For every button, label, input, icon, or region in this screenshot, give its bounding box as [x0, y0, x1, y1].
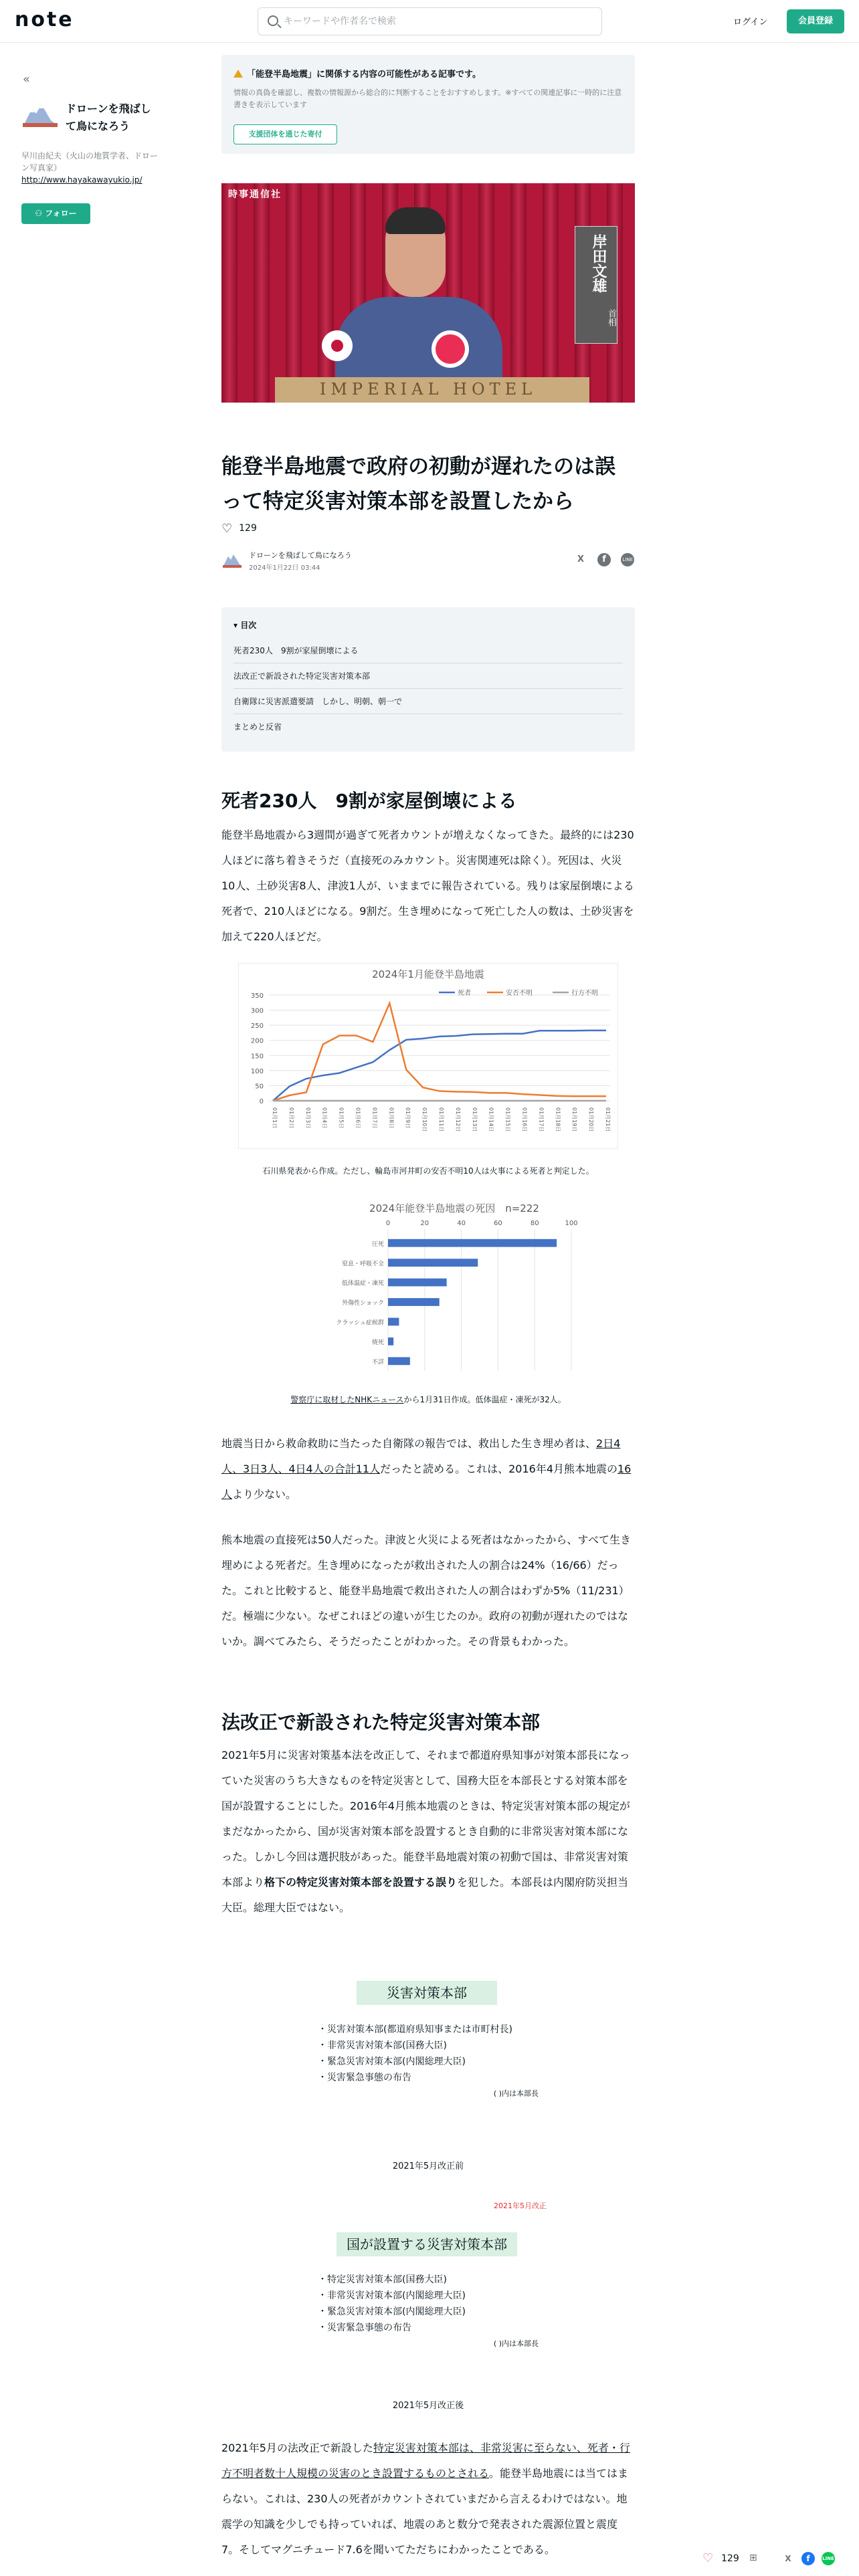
note-logo[interactable]: note — [15, 8, 74, 31]
x-tick-label: 01月11日 — [438, 1107, 444, 1132]
article-title: 能登半島地震で政府の初動が遅れたのは誤って特定災害対策本部を設置したから — [221, 455, 615, 514]
line-share-icon[interactable]: LINE — [822, 2552, 835, 2565]
caption-name: 岸田文雄 — [590, 234, 607, 293]
hero-image — [221, 183, 635, 403]
category-label: 外傷性ショック — [342, 1300, 384, 1307]
paragraph — [221, 1431, 635, 1507]
x-tick-label: 01月17日 — [538, 1107, 545, 1132]
category-label: 低体温症・凍死 — [341, 1280, 384, 1287]
bar — [388, 1298, 440, 1306]
x-tick-label: 01月5日 — [338, 1107, 345, 1129]
law-link[interactable]: 特定災害対策本部は、非常災害に至らない、死者・行方不明者数十人規模の災害のとき設置するものとされる — [221, 2442, 630, 2480]
x-tick-label: 100 — [565, 1220, 578, 1227]
creator-avatar[interactable] — [21, 100, 59, 130]
like-row[interactable] — [221, 522, 257, 536]
chart-frame — [324, 1197, 585, 1378]
notice-title-text: 「能登半島地震」に関係する内容の可能性がある記事です。 — [247, 70, 481, 80]
text-span: を犯した。本部長は内閣府防災担当大臣。総理大臣ではない。 — [221, 1876, 629, 1914]
table-of-contents — [221, 607, 635, 752]
line-share-icon[interactable]: LINE — [621, 553, 634, 566]
search-input[interactable] — [284, 8, 591, 35]
diagram-item: ・災害緊急事態の布告 — [318, 2323, 411, 2333]
diagram-item: ・災害対策本部(都道府県知事または市町村長) — [318, 2024, 512, 2035]
publish-date: 2024年1月22日 03:44 — [249, 564, 320, 572]
category-label: 不詳 — [371, 1359, 384, 1366]
paragraph — [221, 1743, 635, 1921]
chart-title: 2024年1月能登半島地震 — [372, 968, 484, 980]
diagram-item: ・災害緊急事態の布告 — [318, 2072, 411, 2083]
toc-item[interactable]: 自衛隊に災害派遣要請 しかし、明朝、朝一で — [233, 695, 623, 714]
x-tick-label: 01月14日 — [488, 1107, 494, 1132]
follow-button[interactable] — [21, 203, 90, 224]
share-icons — [567, 552, 634, 566]
x-tick-label: 01月10日 — [421, 1107, 428, 1132]
bar — [388, 1318, 399, 1326]
x-tick-label: 01月12日 — [454, 1107, 461, 1132]
toc-heading-text: 目次 — [240, 621, 257, 630]
collapse-sidebar-icon[interactable]: « — [23, 72, 31, 86]
sdf-report-link[interactable]: 2日4人、3日3人、4日4人の合計11人 — [221, 1437, 621, 1475]
search-icon — [268, 15, 278, 26]
x-tick-label: 01月7日 — [371, 1107, 378, 1129]
creator-website-link[interactable]: http://www.hayakawayukio.jp/ — [21, 175, 142, 185]
nhk-news-link[interactable]: 警察庁に取材したNHKニュース — [290, 1395, 404, 1404]
diagram-title: 災害対策本部 — [357, 1981, 497, 2005]
category-label: 窒息・呼吸不全 — [341, 1261, 384, 1268]
diagram-item: ・非常災害対策本部(国務大臣) — [318, 2040, 447, 2051]
diagram-item: ・特定災害対策本部(国務大臣) — [318, 2274, 447, 2285]
x-tick-label: 80 — [530, 1220, 539, 1227]
x-tick-label: 01月16日 — [521, 1107, 528, 1132]
y-tick-label: 150 — [250, 1053, 264, 1061]
chart-caption: 石川県発表から作成。ただし、輪島市河井町の安否不明10人は火事による死者と判定した。 — [262, 1166, 594, 1176]
diagram-item: ・緊急災害対策本部(内閣総理大臣) — [318, 2306, 466, 2317]
bold-text: 格下の特定災害対策本部を設置する誤り — [264, 1876, 458, 1889]
y-tick-label: 100 — [250, 1067, 264, 1075]
toc-heading[interactable] — [233, 619, 256, 631]
creator-name[interactable]: ドローンを飛ばして鳥になろう — [66, 102, 151, 132]
diagram-title: 国が設置する災害対策本部 — [337, 2232, 517, 2256]
x-tick-label: 01月13日 — [471, 1107, 478, 1132]
like-count: 129 — [239, 523, 257, 534]
x-share-icon[interactable]: X — [785, 2554, 791, 2563]
x-tick-label: 01月21日 — [605, 1107, 611, 1132]
diagram-caption: 2021年5月改正後 — [392, 2401, 464, 2411]
disaster-notice — [221, 55, 635, 154]
paragraph: 能登半島地震から3週間が過ぎて死者カウントが増えなくなってきた。最終的には230人ほどに落ち着きそうだ（直接死のみカウント。災害関連死は除く）。死因は、火災10人、土砂災害8人、津波1人が、いままでに報告されている。残りは家屋倒壊による死者で、210人ほどになる。9割だ。生き埋めになって死亡した人の数は、土砂災害を加えて220人ほどだ。 — [221, 829, 634, 943]
y-tick-label: 300 — [250, 1007, 264, 1015]
x-share-icon[interactable]: X — [577, 554, 585, 564]
login-link[interactable]: ログイン — [733, 17, 768, 27]
kumamoto-link[interactable]: 16人 — [221, 1463, 632, 1501]
text-span: 2021年5月に災害対策基本法を改正して、それまで都道府県知事が対策本部長になっていた災害のうち大きなものを特定災害として、国務大臣を本部長とする対策本部を国が設置することにした。2016年4月熊本地震のときは、特定災害対策本部の規定がまだなかったから、国が災害対策本部を設置するとき自動的に非常災害対策本部になった。しかし今回は選択肢があった。能登半島地震対策の初動で国は、非常災害対策本部より — [221, 1749, 630, 1889]
text-span: 。能登半島地震には当てはまらない。これは、230人の死者がカウントされていまだから言えるわけではない。地震学の知識を少しでも持っていれば、地震のあと数分で発表された震源位置と震度7。そしてマグニチュード7.6を聞いてただちにわかったことである。 — [221, 2467, 629, 2556]
bar — [388, 1239, 557, 1247]
text-span: だったと読める。これは、2016年4月熊本地震の — [380, 1463, 617, 1475]
legend-label: 死者 — [458, 990, 471, 997]
diagram-item: ・緊急災害対策本部(内閣総理大臣) — [318, 2056, 466, 2067]
diagram-note: ( )内は本部長 — [493, 2089, 539, 2098]
legend-label: 行方不明 — [571, 990, 598, 997]
warning-icon — [233, 70, 243, 78]
paragraph — [221, 2436, 635, 2563]
x-tick-label: 01月8日 — [388, 1107, 395, 1129]
legend-label: 安否不明 — [506, 990, 533, 997]
text-span: 地震当日から救命救助に当たった自衛隊の報告では、救出した生き埋め者は、 — [221, 1437, 597, 1450]
bar — [388, 1337, 393, 1346]
heart-icon[interactable]: ♡ — [221, 522, 233, 536]
speaker-hair — [385, 207, 446, 234]
line-chart — [238, 963, 618, 1149]
text-span: 2021年5月の法改正で新設した — [221, 2442, 373, 2454]
header-bar — [0, 0, 859, 43]
toc-item[interactable]: 法改正で新設された特定災害対策本部 — [233, 670, 623, 689]
follow-label: フォロー — [45, 209, 77, 218]
notice-body: 情報の真偽を確認し、複数の情報源から総合的に判断することをおすすめします。※すべての関連記事に一時的に注意書きを表示しています — [233, 88, 622, 109]
section-heading: 法改正で新設された特定災害対策本部 — [221, 1711, 541, 1733]
diagram-before — [303, 1958, 552, 2140]
follow-user-icon: ⚇ — [35, 209, 45, 218]
notice-title — [233, 67, 481, 80]
facebook-share-icon[interactable]: f — [801, 2552, 815, 2565]
japan-flag-pin — [322, 330, 353, 361]
x-tick-label: 01月9日 — [405, 1107, 411, 1129]
x-tick-label: 01月6日 — [355, 1107, 361, 1129]
author-avatar[interactable] — [223, 552, 242, 568]
chart-caption-text: から1月31日作成。低体温症・凍死が32人。 — [403, 1395, 566, 1404]
toc-item[interactable]: まとめと反省 — [233, 722, 282, 732]
x-tick-label: 01月1日 — [272, 1107, 278, 1129]
chart-caption — [221, 1394, 635, 1405]
signup-button[interactable]: 会員登録 — [787, 9, 844, 33]
heart-icon[interactable]: ♡ — [702, 2551, 714, 2565]
hero-watermark: 時事通信社 — [228, 189, 282, 200]
author-name[interactable]: ドローンを飛ばして鳥になろう — [249, 551, 352, 560]
diagram-after — [303, 2196, 552, 2375]
x-tick-label: 01月3日 — [304, 1107, 311, 1129]
diagram-red-label: 2021年5月改正 — [494, 2202, 547, 2210]
bar — [388, 1279, 447, 1287]
toc-item[interactable]: 死者230人 9割が家屋倒壊による — [233, 645, 623, 663]
bookmark-icon[interactable]: ⊞ — [749, 2553, 757, 2563]
creator-bio: 早川由紀夫（火山の地質学者、ドローン写真家） — [21, 151, 159, 173]
section-heading: 死者230人 9割が家屋倒壊による — [221, 790, 517, 812]
diagram-caption: 2021年5月改正前 — [392, 2161, 464, 2171]
y-tick-label: 50 — [255, 1083, 264, 1091]
bar — [388, 1357, 410, 1365]
x-tick-label: 40 — [457, 1220, 466, 1227]
x-tick-label: 01月2日 — [288, 1107, 294, 1129]
paragraph: 熊本地震の直接死は50人だった。津波と火災による死者はなかったから、すべて生き埋めによる死者だ。生き埋めになったが救出された人の割合は24%（16/66）だった。これと比較すると、能登半島地震で救出された人の割合はわずか5%（11/231）だ。極端に少ない。なぜこれほどの違いが生じたのか。政府の初動が遅れたのではないか。調べてみたら、そうだったことがわかった。その背景もわかった。 — [221, 1533, 632, 1648]
x-tick-label: 01月20日 — [588, 1107, 595, 1132]
chart-title: 2024年能登半島地震の死因 n=222 — [369, 1202, 539, 1214]
podium-text: IMPERIAL HOTEL — [319, 380, 537, 399]
y-tick-label: 0 — [259, 1098, 264, 1105]
caption-title: 首相 — [606, 309, 616, 326]
x-tick-label: 01月15日 — [504, 1107, 511, 1132]
like-count: 129 — [721, 2553, 739, 2564]
bar — [388, 1259, 478, 1267]
y-tick-label: 250 — [250, 1023, 264, 1031]
x-tick-label: 01月4日 — [321, 1107, 328, 1129]
bar-chart — [324, 1197, 585, 1378]
search-box[interactable] — [258, 7, 602, 35]
diagram-item: ・非常災害対策本部(内閣総理大臣) — [318, 2290, 466, 2301]
donate-button[interactable]: 支援団体を通じた寄付 — [233, 124, 337, 144]
category-label: クラッシュ症候群 — [336, 1319, 384, 1327]
x-tick-label: 01月19日 — [571, 1107, 578, 1132]
diagram-note: ( )内は本部長 — [493, 2339, 539, 2348]
red-rosette — [436, 334, 465, 364]
y-tick-label: 350 — [250, 992, 264, 1000]
x-tick-label: 01月18日 — [555, 1107, 561, 1132]
x-tick-label: 60 — [494, 1220, 502, 1227]
x-tick-label: 0 — [385, 1220, 391, 1227]
facebook-share-icon[interactable]: f — [597, 553, 611, 566]
floating-action-bar — [696, 2545, 854, 2572]
y-tick-label: 200 — [250, 1037, 264, 1045]
text-span: より少ない。 — [232, 1488, 297, 1501]
x-tick-label: 20 — [420, 1220, 430, 1227]
category-label: 焼死 — [371, 1339, 384, 1346]
category-label: 圧死 — [371, 1241, 384, 1248]
chevron-down-icon: ▾ — [233, 621, 241, 630]
